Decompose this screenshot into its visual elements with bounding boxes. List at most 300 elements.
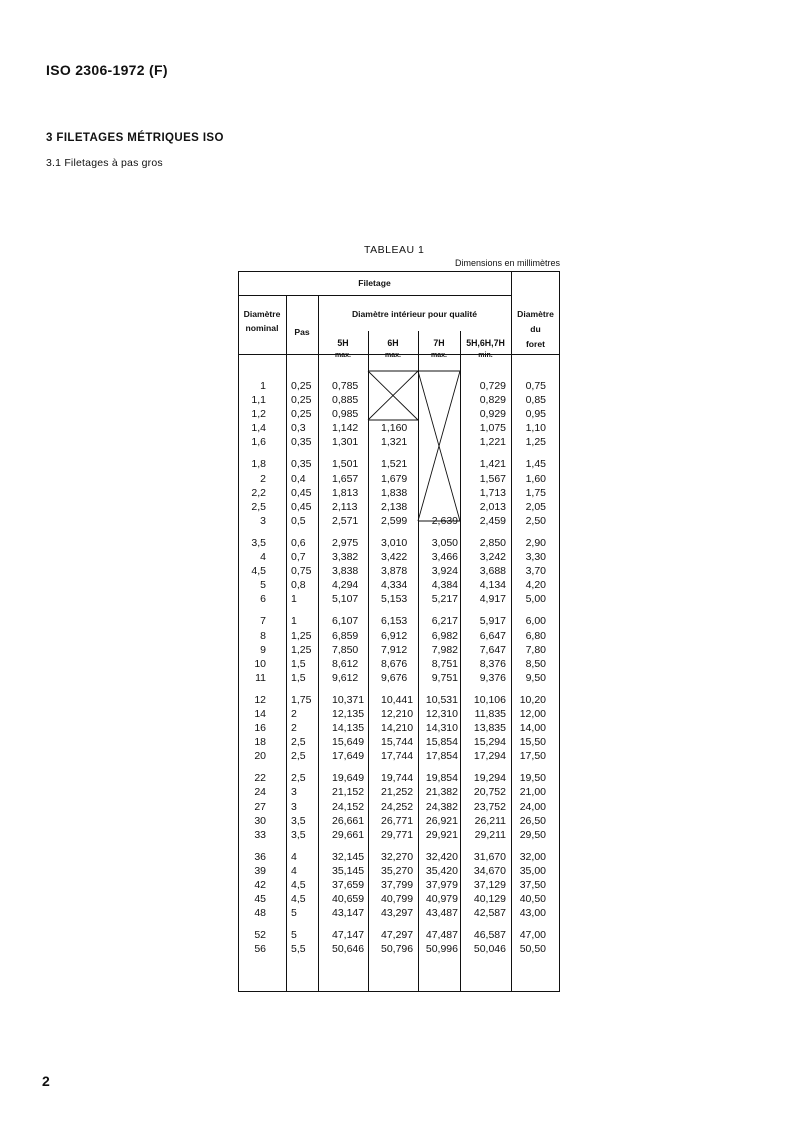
table-cell: 1,075 <box>479 422 506 435</box>
table-cell: 1,679 <box>381 472 408 485</box>
table-cell: 15,649 <box>332 736 365 749</box>
group-gap <box>418 920 458 928</box>
table-cell: 3 <box>260 514 266 527</box>
table-cell: 30 <box>254 814 266 827</box>
table-cell: 6,00 <box>525 615 546 628</box>
table-cell: 50,996 <box>425 943 458 956</box>
group-gap <box>460 449 506 457</box>
table-cell: 37,50 <box>519 879 546 891</box>
table-cell: 21,152 <box>332 786 365 799</box>
group-gap <box>238 763 266 771</box>
table-cell: 12,210 <box>381 707 414 720</box>
table-cell: 1,160 <box>381 422 408 435</box>
table-cell: 12,310 <box>425 707 458 720</box>
table-cell: 43,00 <box>519 907 546 920</box>
table-cell: 0,929 <box>479 408 506 421</box>
table-cell: 5,217 <box>431 593 458 606</box>
table-cell: 50,046 <box>473 943 506 956</box>
group-gap <box>332 606 368 614</box>
table-cell: 1,25 <box>291 643 312 656</box>
table-cell: 2,599 <box>381 514 408 527</box>
table-cell: 35,270 <box>381 864 414 877</box>
table-cell: 6,217 <box>431 615 458 628</box>
table-cell: 52 <box>254 929 266 942</box>
table-cell: 0,885 <box>332 394 359 407</box>
group-gap <box>511 763 546 771</box>
table-cell: 1,25 <box>291 629 312 642</box>
group-gap <box>332 528 368 536</box>
table-cell: 34,670 <box>473 864 506 877</box>
table-cell: 1,838 <box>381 486 408 499</box>
table-cell: 2,2 <box>251 486 266 499</box>
table-cell: 0,4 <box>291 472 306 485</box>
table-cell: 21,382 <box>425 786 458 799</box>
table-cell: 6,647 <box>479 629 506 642</box>
table-cell: 1,301 <box>332 436 359 449</box>
table-cell: 11 <box>255 671 266 684</box>
table-cell: 4,20 <box>525 579 546 592</box>
table-cell: 2,639 <box>431 514 458 527</box>
table-cell: 3,466 <box>431 551 458 564</box>
group-gap <box>418 763 458 771</box>
table-cell: 7,850 <box>332 643 359 656</box>
table-cell: 14,210 <box>381 722 414 735</box>
group-gap <box>460 842 506 850</box>
table-cell: 39 <box>254 864 266 877</box>
table-cell: 40,799 <box>381 893 414 906</box>
table-cell: 7,982 <box>431 643 458 656</box>
table-cell: 4 <box>291 850 297 863</box>
table-cell: 8,676 <box>381 657 408 670</box>
table-cell: 32,145 <box>332 850 365 863</box>
group-gap <box>418 685 458 693</box>
group-gap <box>332 842 368 850</box>
table-cell: 29,771 <box>381 828 414 841</box>
table-cell: 17,294 <box>473 750 506 763</box>
group-gap <box>418 842 458 850</box>
group-gap <box>238 685 266 693</box>
table-cell: 15,744 <box>381 736 414 749</box>
table-cell: 1,5 <box>291 657 306 670</box>
table-cell: 50,796 <box>381 943 414 956</box>
table-cell: 2,013 <box>479 500 506 513</box>
table-cell <box>381 407 418 421</box>
table-cell: 0,7 <box>291 551 306 564</box>
group-gap <box>291 606 318 614</box>
group-gap <box>381 842 418 850</box>
table-cell: 6 <box>260 593 266 606</box>
table-cell: 4,294 <box>332 579 359 592</box>
table-cell <box>418 486 458 500</box>
table-cell: 1,8 <box>251 458 266 471</box>
table-cell: 3,5 <box>251 536 266 549</box>
table-cell: 9,676 <box>381 671 408 684</box>
table-cell: 3,70 <box>525 565 546 578</box>
header-quality-6h: 6H max. <box>385 338 401 359</box>
group-gap <box>381 449 418 457</box>
table-cell: 4,5 <box>291 879 306 891</box>
table-cell: 29,661 <box>332 828 365 841</box>
table-cell: 5,107 <box>332 593 359 606</box>
table-cell: 26,771 <box>381 814 414 827</box>
table-cell: 2,975 <box>332 536 359 549</box>
table-cell: 6,153 <box>381 615 408 628</box>
group-gap <box>291 842 318 850</box>
table-cell: 32,270 <box>381 850 414 863</box>
table-cell: 3,838 <box>332 565 359 578</box>
table-cell: 4,384 <box>431 579 458 592</box>
table-cell: 12 <box>254 693 266 706</box>
table-cell: 4,334 <box>381 579 408 592</box>
table-cell: 19,50 <box>519 772 546 785</box>
group-gap <box>511 449 546 457</box>
table-cell: 37,129 <box>473 879 506 891</box>
table-cell: 2,571 <box>332 514 359 527</box>
table-cell: 45 <box>254 893 266 906</box>
table-cell: 26,50 <box>519 814 546 827</box>
table-cell: 47,00 <box>519 929 546 942</box>
table-cell: 43,147 <box>332 907 365 920</box>
table-cell: 6,107 <box>332 615 359 628</box>
header-quality-min: 5H,6H,7H min. <box>466 338 505 359</box>
table-cell <box>418 407 458 421</box>
table-cell: 1,5 <box>291 671 306 684</box>
group-gap <box>381 528 418 536</box>
group-gap <box>460 606 506 614</box>
table-cell: 42 <box>254 879 266 891</box>
table-cell: 0,829 <box>479 394 506 407</box>
group-gap <box>332 685 368 693</box>
units-note: Dimensions en millimètres <box>454 258 560 268</box>
table-cell: 10 <box>254 657 266 670</box>
table-cell: 4,5 <box>291 893 306 906</box>
table-cell: 24,152 <box>332 800 365 813</box>
table-cell: 17,50 <box>519 750 546 763</box>
col-min <box>460 379 506 956</box>
table-cell: 15,294 <box>473 736 506 749</box>
table-cell: 1,567 <box>479 472 506 485</box>
group-gap <box>381 920 418 928</box>
table-cell: 26,921 <box>425 814 458 827</box>
table-cell: 3,5 <box>291 814 306 827</box>
table-cell: 7,647 <box>479 643 506 656</box>
table-cell: 0,729 <box>479 380 506 392</box>
table-cell: 3,30 <box>525 551 546 564</box>
table-cell: 11,835 <box>474 707 506 720</box>
table-cell: 8,612 <box>332 657 359 670</box>
group-gap <box>238 606 266 614</box>
group-gap <box>332 763 368 771</box>
table-cell: 0,25 <box>291 380 312 392</box>
table-cell: 14,00 <box>519 722 546 735</box>
col-6h-max <box>381 379 418 956</box>
table-cell: 2,5 <box>291 750 306 763</box>
table-cell: 36 <box>254 850 266 863</box>
table-cell: 21,252 <box>381 786 414 799</box>
table-cell: 47,147 <box>332 929 365 942</box>
group-gap <box>291 763 318 771</box>
group-gap <box>511 842 546 850</box>
table-cell: 2 <box>291 722 297 735</box>
table-cell: 0,45 <box>291 500 312 513</box>
col-pas <box>291 379 318 956</box>
table-caption: TABLEAU 1 <box>364 244 425 256</box>
table-cell: 24,00 <box>519 800 546 813</box>
table-cell: 4,5 <box>251 565 266 578</box>
group-gap <box>332 449 368 457</box>
table-cell: 12,135 <box>332 707 365 720</box>
table-cell <box>381 393 418 407</box>
table-cell: 15,854 <box>425 736 458 749</box>
table-cell: 21,00 <box>519 786 546 799</box>
table-cell: 10,371 <box>332 693 365 706</box>
table-cell: 8,751 <box>431 657 458 670</box>
table-cell: 46,587 <box>473 929 506 942</box>
table-cell: 23,752 <box>473 800 506 813</box>
table-cell: 3,924 <box>431 565 458 578</box>
table-cell: 0,5 <box>291 514 306 527</box>
col-diametre-nominal <box>238 379 266 956</box>
table-cell: 24,252 <box>381 800 414 813</box>
section-subtitle: 3.1 Filetages à pas gros <box>46 157 163 169</box>
table-cell: 2,138 <box>381 500 408 513</box>
table-cell: 0,25 <box>291 394 312 407</box>
table-cell: 1,713 <box>479 486 506 499</box>
group-gap <box>238 528 266 536</box>
table-cell: 50,50 <box>519 943 546 956</box>
table-cell: 2 <box>260 472 266 485</box>
table-cell <box>418 472 458 486</box>
group-gap <box>418 606 458 614</box>
section-title: 3 FILETAGES MÉTRIQUES ISO <box>46 132 224 144</box>
table-cell: 5,5 <box>291 943 306 956</box>
col-diametre-foret <box>511 379 546 956</box>
group-gap <box>460 685 506 693</box>
table-cell: 3,878 <box>381 565 408 578</box>
table-cell: 2,5 <box>291 736 306 749</box>
table-cell: 6,912 <box>381 629 408 642</box>
header-quality-7h: 7H max. <box>431 338 447 359</box>
table-cell: 1,657 <box>332 472 359 485</box>
table-cell: 19,649 <box>332 772 365 785</box>
table-cell: 8,50 <box>525 657 546 670</box>
header-filetage: Filetage <box>358 278 391 288</box>
table-cell: 9 <box>260 643 266 656</box>
table-cell: 5,153 <box>381 593 408 606</box>
page-number: 2 <box>42 1073 50 1089</box>
table-cell <box>418 393 458 407</box>
table-cell: 1,221 <box>479 436 506 449</box>
table-cell: 1,501 <box>332 458 359 471</box>
table-cell: 2,90 <box>525 536 546 549</box>
table-cell: 35,00 <box>519 864 546 877</box>
table-cell: 13,835 <box>473 722 506 735</box>
table-cell: 14 <box>254 707 266 720</box>
table-cell: 2,850 <box>479 536 506 549</box>
table-cell: 50,646 <box>332 943 365 956</box>
table-cell: 1,45 <box>525 458 546 471</box>
table-cell: 17,649 <box>332 750 365 763</box>
group-gap <box>291 449 318 457</box>
table-cell: 1,421 <box>479 458 506 471</box>
table-cell: 0,785 <box>332 380 359 392</box>
table-cell: 9,751 <box>431 671 458 684</box>
table-cell: 1,521 <box>381 458 408 471</box>
table-cell: 3,010 <box>381 536 408 549</box>
table-cell: 12,00 <box>519 707 546 720</box>
group-gap <box>291 528 318 536</box>
table-cell: 4 <box>260 551 266 564</box>
table-cell: 0,35 <box>291 458 312 471</box>
table-cell: 9,50 <box>525 671 546 684</box>
table-cell: 3,688 <box>479 565 506 578</box>
table-cell: 4,134 <box>479 579 506 592</box>
table-cell: 1,2 <box>251 408 266 421</box>
table-cell: 0,6 <box>291 536 306 549</box>
table-cell: 6,982 <box>431 629 458 642</box>
table-cell: 1,75 <box>525 486 546 499</box>
group-gap <box>381 606 418 614</box>
table-cell: 33 <box>254 828 266 841</box>
table-cell: 1 <box>291 615 297 628</box>
table-cell: 3 <box>291 786 297 799</box>
table-cell: 14,135 <box>332 722 365 735</box>
col-7h-max <box>418 379 458 956</box>
table-cell: 2,5 <box>251 500 266 513</box>
group-gap <box>460 920 506 928</box>
table-cell <box>418 457 458 471</box>
table-cell: 32,00 <box>519 850 546 863</box>
table-cell: 35,145 <box>332 864 365 877</box>
table-cell: 5 <box>291 907 297 920</box>
header-quality-5h: 5H max. <box>335 338 351 359</box>
table-cell: 37,979 <box>425 879 458 891</box>
table-cell: 1,25 <box>525 436 546 449</box>
table-cell: 7,80 <box>525 643 546 656</box>
table-cell <box>381 379 418 393</box>
table-cell <box>418 379 458 393</box>
group-gap <box>381 685 418 693</box>
table-cell: 56 <box>254 943 266 956</box>
table-cell: 26,211 <box>474 814 506 827</box>
table-cell: 8,376 <box>479 657 506 670</box>
table-cell: 0,35 <box>291 436 312 449</box>
group-gap <box>460 763 506 771</box>
group-gap <box>381 763 418 771</box>
table-cell: 20,752 <box>473 786 506 799</box>
table-cell: 47,487 <box>425 929 458 942</box>
table-cell: 0,8 <box>291 579 306 592</box>
table-cell: 27 <box>254 800 266 813</box>
table-cell: 5 <box>291 929 297 942</box>
table-cell: 0,75 <box>291 565 312 578</box>
group-gap <box>511 685 546 693</box>
table-cell: 5,917 <box>479 615 506 628</box>
table-cell: 8 <box>260 629 266 642</box>
table-cell: 1,4 <box>251 422 266 435</box>
table-cell: 2,113 <box>332 500 358 513</box>
group-gap <box>238 920 266 928</box>
table-cell: 3,5 <box>291 828 306 841</box>
table-cell: 2,5 <box>291 772 306 785</box>
table-cell: 4,917 <box>479 593 506 606</box>
table-cell: 15,50 <box>519 736 546 749</box>
group-gap <box>460 528 506 536</box>
table-cell: 16 <box>254 722 266 735</box>
table-cell: 1,321 <box>381 436 408 449</box>
group-gap <box>418 449 458 457</box>
table-cell: 7,912 <box>381 643 408 656</box>
table-cell: 0,85 <box>525 394 546 407</box>
group-gap <box>511 606 546 614</box>
table-cell: 3,242 <box>479 551 506 564</box>
table-cell: 3,422 <box>381 551 408 564</box>
table-cell: 1,60 <box>525 472 546 485</box>
table-cell: 42,587 <box>473 907 506 920</box>
table-cell: 3,050 <box>431 536 458 549</box>
table-cell: 40,979 <box>425 893 458 906</box>
table-cell: 0,25 <box>291 408 312 421</box>
table-cell: 26,661 <box>332 814 365 827</box>
table-cell: 24,382 <box>425 800 458 813</box>
table-cell: 1 <box>291 593 297 606</box>
table-cell: 10,106 <box>473 693 506 706</box>
table-cell: 37,799 <box>381 879 414 891</box>
table-cell: 22 <box>254 772 266 785</box>
header-diametre-foret: Diamètre du foret <box>517 309 554 349</box>
table-cell: 0,3 <box>291 422 306 435</box>
table-cell <box>418 435 458 449</box>
table-cell: 9,376 <box>479 671 506 684</box>
table-cell: 3 <box>291 800 297 813</box>
table-cell: 5,00 <box>525 593 546 606</box>
table-cell: 1,75 <box>291 693 312 706</box>
table-cell: 18 <box>254 736 266 749</box>
group-gap <box>291 685 318 693</box>
table-cell: 10,20 <box>519 693 546 706</box>
table-cell: 10,441 <box>381 693 414 706</box>
table-cell: 5 <box>260 579 266 592</box>
table-cell: 24 <box>254 786 266 799</box>
table-cell: 14,310 <box>425 722 458 735</box>
table-cell: 2,05 <box>525 500 546 513</box>
thread-table <box>238 271 560 992</box>
table-cell: 20 <box>254 750 266 763</box>
table-cell: 17,744 <box>381 750 414 763</box>
table-cell: 9,612 <box>332 671 359 684</box>
table-cell: 43,297 <box>381 907 414 920</box>
header-diametre-interieur: Diamètre intérieur pour qualité <box>351 309 478 319</box>
col-5h-max <box>332 379 368 956</box>
table-cell: 47,297 <box>381 929 414 942</box>
table-cell: 29,211 <box>474 828 506 841</box>
table-cell <box>418 500 458 514</box>
table-cell: 0,985 <box>332 408 359 421</box>
table-cell: 40,129 <box>473 893 506 906</box>
table-cell: 43,487 <box>425 907 458 920</box>
table-cell: 1,813 <box>332 486 359 499</box>
table-cell: 19,744 <box>381 772 414 785</box>
table-cell: 2,459 <box>479 514 506 527</box>
table-cell: 7 <box>260 615 266 628</box>
table-cell: 32,420 <box>425 850 458 863</box>
table-cell: 0,45 <box>291 486 312 499</box>
table-cell: 29,921 <box>425 828 458 841</box>
table-cell: 6,80 <box>525 629 546 642</box>
group-gap <box>511 528 546 536</box>
table-cell: 48 <box>254 907 266 920</box>
group-gap <box>418 528 458 536</box>
